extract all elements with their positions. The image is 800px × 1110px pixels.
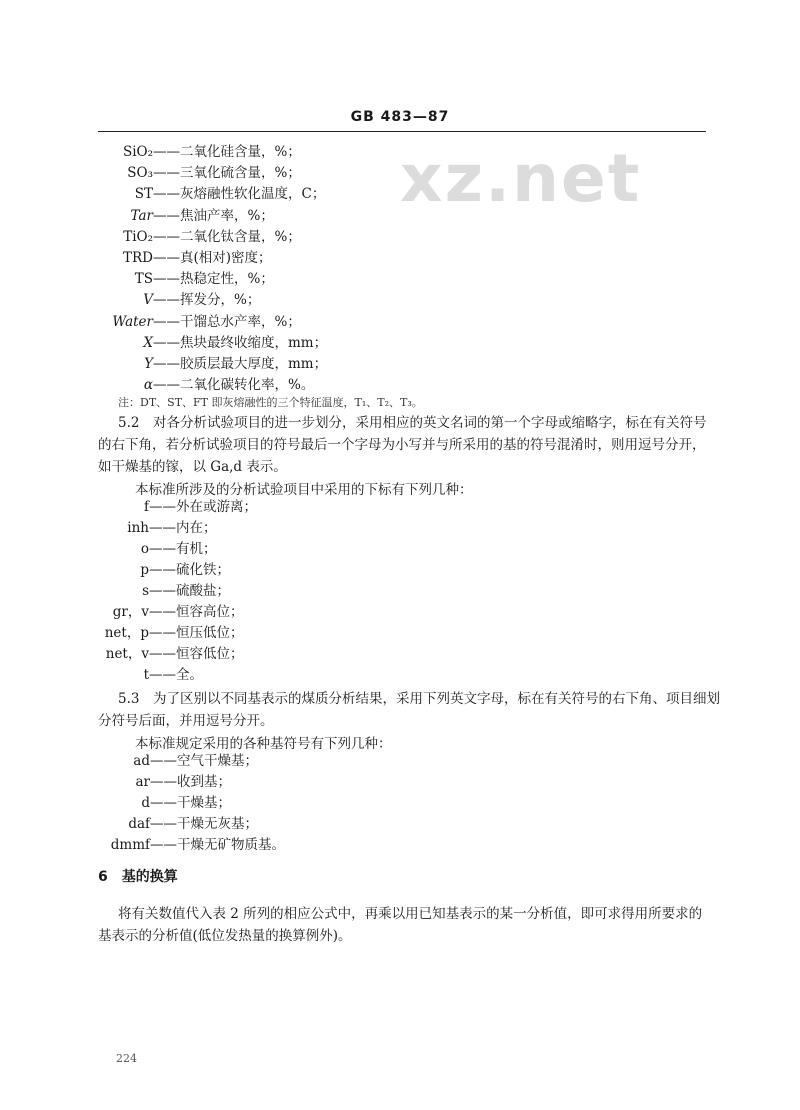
subscript-entry [0, 497, 257, 517]
subscript-entry-term: s [142, 583, 149, 599]
base-entry-description: ——空气干燥基； [150, 753, 258, 769]
symbol-entry [0, 375, 314, 395]
symbol-entry-term: SiO₂ [122, 144, 153, 160]
symbol-entry-description: ——热稳定性，%； [153, 271, 274, 288]
subscript-entry [0, 623, 244, 643]
symbol-entry-description: ——挥发分，%； [153, 292, 261, 309]
header-rule [98, 131, 706, 132]
watermark: xz.net [400, 140, 642, 217]
symbol-entry-term: TRD [123, 250, 153, 266]
section-6-line-2: 基表示的分析值(低位发热量的换算例外)。 [98, 928, 352, 944]
base-entry [0, 772, 231, 792]
section-5-2-line-3: 如干燥基的镓，以 Ga,d 表示。 [98, 459, 287, 475]
subscript-entry-term: o [140, 541, 149, 557]
base-entry-description: ——干燥基； [150, 795, 231, 811]
symbol-entry-description: ——灰熔融性软化温度，C； [153, 186, 326, 203]
symbol-entry-description: ——焦块最终收缩度，mm； [153, 334, 328, 351]
subscript-entry [0, 581, 230, 601]
subscript-entry-term: gr，v [112, 604, 149, 620]
symbol-entry-term: Water [112, 313, 153, 330]
symbol-entry-description: ——胶质层最大厚度，mm； [153, 356, 328, 372]
subscript-entry-description: ——硫化铁； [149, 562, 230, 578]
subscript-entry-description: ——硫酸盐； [149, 583, 230, 599]
section-5-2-line-1: 5.2 对各分析试验项目的进一步划分，采用相应的英文名词的第一个字母或缩略字，标在有关符号 [118, 415, 707, 431]
base-entry-term: dmmf [110, 837, 150, 853]
symbol-entry [0, 269, 274, 289]
subscript-entry [0, 539, 217, 559]
symbol-entry-term: TS [134, 271, 153, 288]
subscript-entry-term: p [140, 562, 149, 578]
symbol-entry-description: ——焦油产率，%； [153, 207, 274, 224]
symbol-entry [0, 248, 272, 268]
symbol-entry-term: Y [144, 356, 153, 372]
symbol-entry-description: ——二氧化碳转化率，%。 [153, 377, 315, 394]
subscript-entry [0, 560, 230, 580]
base-entry [0, 751, 258, 771]
base-entry [0, 814, 258, 834]
section-5-3-line-1: 5.3 为了区别以不同基表示的煤质分析结果，采用下列英文字母，标在有关符号的右下角、项目细划 [118, 691, 720, 707]
base-entry-description: ——干燥无灰基； [150, 816, 258, 832]
symbol-entry-description: ——三氧化硫含量，%； [153, 165, 301, 182]
subscript-entry [0, 644, 244, 664]
section-5-3-intro: 本标准规定采用的各种基符号有下列几种： [135, 736, 392, 752]
symbol-entry-term: SO₃ [127, 165, 153, 182]
base-entry-term: d [141, 795, 150, 811]
subscript-entry [0, 518, 217, 538]
symbol-entry-description: ——二氧化钛含量，%； [153, 228, 301, 245]
page-header-standard-number: GB 483—87 [350, 109, 450, 125]
base-entry-description: ——干燥无矿物质基。 [150, 837, 285, 853]
base-entry-term: daf [128, 816, 150, 832]
section-6-line-1: 将有关数值代入表 2 所列的相应公式中，再乘以用已知基表示的某一分析值，即可求得用所要求的 [118, 906, 703, 922]
subscript-entry [0, 602, 244, 622]
base-entry [0, 793, 231, 813]
subscript-entry [0, 665, 203, 685]
subscript-entry-term: net，v [105, 646, 149, 662]
symbol-entry [0, 333, 327, 353]
subscript-entry-term: t [143, 667, 149, 683]
symbol-entry-description: ——干馏总水产率，%； [153, 313, 301, 330]
symbol-entry [0, 227, 301, 247]
symbol-entry-term: α [143, 377, 153, 394]
symbol-entry-description: ——二氧化硅含量，%； [153, 144, 301, 160]
symbol-entry-term: Tar [130, 207, 153, 224]
symbol-entry-term: X [143, 334, 153, 351]
base-entry-term: ar [135, 774, 150, 790]
section-5-3-line-2: 分符号后面，并用逗号分开。 [98, 713, 274, 729]
symbol-entry [0, 142, 301, 162]
symbol-entry-term: V [143, 292, 153, 309]
symbol-entry [0, 184, 325, 204]
subscript-entry-description: ——全。 [149, 667, 203, 683]
symbol-entry [0, 290, 260, 310]
subscript-entry-term: inh [127, 520, 149, 536]
symbol-entry [0, 312, 301, 332]
base-entry-term: ad [133, 753, 150, 769]
subscript-entry-description: ——恒压低位； [149, 625, 244, 641]
subscript-entry-term: net，p [104, 625, 149, 641]
subscript-entry-term: f [144, 499, 149, 515]
page-number: 224 [116, 1052, 137, 1065]
symbol-entry-description: ——真(相对)密度； [153, 250, 272, 266]
base-entry-description: ——收到基； [150, 774, 231, 790]
subscript-entry-description: ——恒容高位； [149, 604, 244, 620]
base-entry [0, 835, 285, 855]
symbol-entry [0, 206, 274, 226]
subscript-entry-description: ——外在或游离； [149, 499, 257, 515]
subscript-entry-description: ——有机； [149, 541, 217, 557]
section-6-heading: 6 基的换算 [98, 869, 178, 885]
section-5-2-intro: 本标准所涉及的分析试验项目中采用的下标有下列几种： [135, 482, 473, 498]
note: 注：DT、ST、FT 即灰熔融性的三个特征温度，T₁、T₂、T₃。 [118, 396, 423, 409]
subscript-entry-description: ——内在； [149, 520, 217, 536]
symbol-entry-term: ST [134, 186, 153, 203]
symbol-entry [0, 354, 327, 374]
symbol-entry [0, 163, 301, 183]
symbol-entry-term: TiO₂ [123, 228, 153, 245]
section-5-2-line-2: 的右下角，若分析试验项目的符号最后一个字母为小写并与所采用的基的符号混淆时，则用逗号分开， [98, 437, 706, 453]
subscript-entry-description: ——恒容低位； [149, 646, 244, 662]
